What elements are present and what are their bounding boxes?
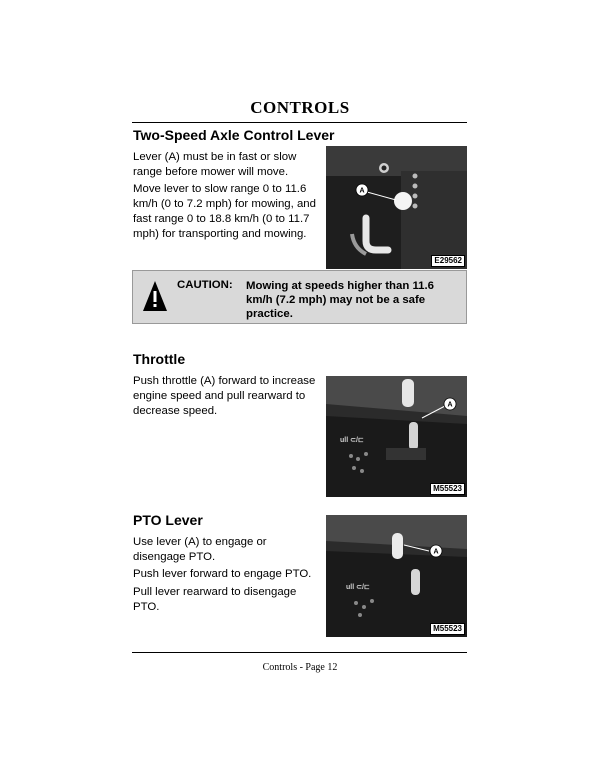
caution-label: CAUTION: [177,279,233,291]
axle-paragraph-1: Lever (A) must be in fast or slow range before mower will move. [133,151,297,178]
pto-photo-code: M55523 [430,623,465,635]
axle-photo-code: E29562 [431,255,465,267]
pto-heading: PTO Lever [133,512,203,528]
footer-divider [132,652,467,653]
axle-heading: Two-Speed Axle Control Lever [133,127,335,143]
pto-callout-label: A [433,548,439,556]
caution-box [132,270,467,324]
title-divider [132,122,467,123]
throttle-heading: Throttle [133,351,186,367]
pto-paragraph-1: Use lever (A) to engage or disengage PTO. [133,536,267,563]
pto-lever-photo [326,515,467,637]
axle-paragraph-2: Move lever to slow range 0 to 11.6 km/h (0 to 7.2 mph) for mowing, and fast range 0 to 18.8 km/h (0 to 11.7 mph) for transporting and mowing. [133,183,316,240]
throttle-photo-code: M55523 [430,483,465,495]
axle-callout-label: A [359,187,365,195]
caution-text: Mowing at speeds higher than 11.6 km/h (7.2 mph) may not be a safe practice. [246,280,434,320]
axle-lever-photo [326,146,467,269]
pto-paragraph-2: Push lever forward to engage PTO. [133,568,312,580]
pto-paragraph-3: Pull lever rearward to disengage PTO. [133,586,297,613]
warning-triangle-icon [142,280,168,317]
throttle-callout-label: A [447,401,453,409]
throttle-panel-marking: ull ⊂/⊏ [340,437,364,444]
page-title: CONTROLS [250,98,350,117]
throttle-photo [326,376,467,497]
page-footer: Controls - Page 12 [262,662,338,673]
pto-panel-marking: ull ⊂/⊏ [346,584,370,591]
throttle-paragraph: Push throttle (A) forward to increase engine speed and pull rearward to decrease speed. [133,375,316,417]
